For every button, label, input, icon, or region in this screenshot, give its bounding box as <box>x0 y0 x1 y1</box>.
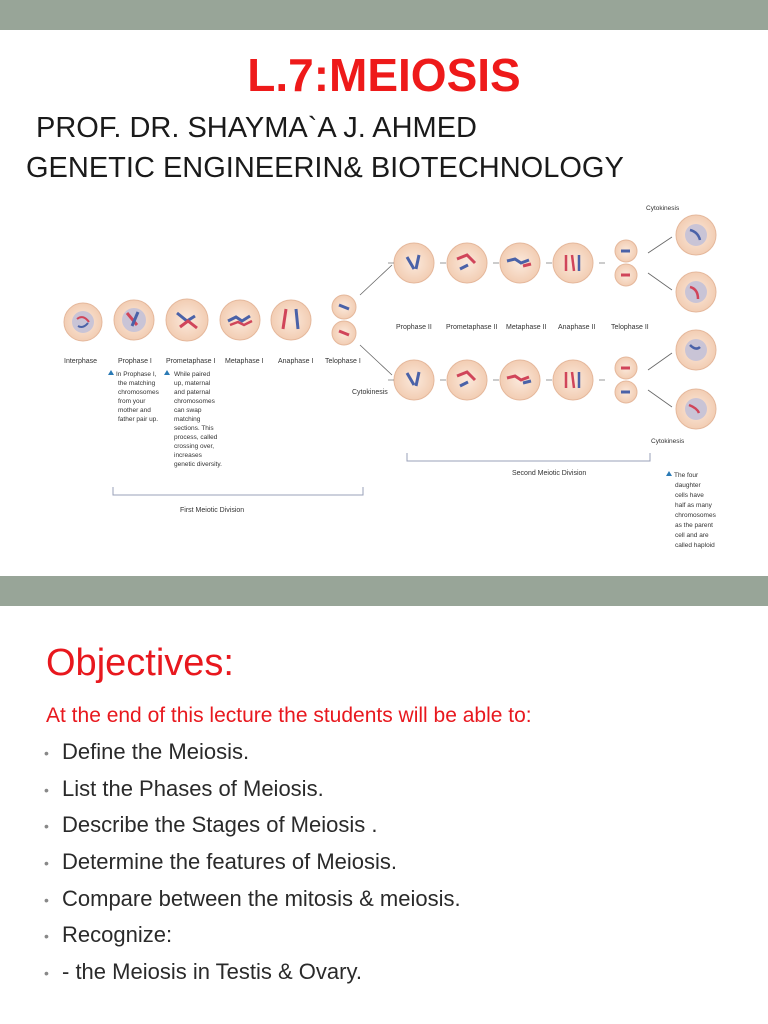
author-name: PROF. DR. SHAYMA`A J. AHMED <box>36 112 477 144</box>
list-item: • Compare between the mitosis & meiosis. <box>44 881 461 918</box>
svg-text:cell and are: cell and are <box>675 532 709 539</box>
note-marker-daughter <box>666 471 672 476</box>
label-prophase-1: Prophase I <box>118 358 152 365</box>
bullet-icon: • <box>44 744 49 761</box>
svg-text:from your: from your <box>118 398 146 405</box>
bullet-icon: • <box>44 818 49 835</box>
arrow-lower-branch <box>360 345 392 375</box>
note-daughter <box>674 472 717 549</box>
bullet-icon: • <box>44 854 49 871</box>
arrow-upper-branch <box>360 265 392 295</box>
svg-text:chromosomes: chromosomes <box>174 398 215 405</box>
label-metaphase-1: Metaphase I <box>225 358 264 365</box>
note-marker-prophase <box>108 370 114 375</box>
label-cytokinesis-top: Cytokinesis <box>646 205 680 212</box>
list-item: • Define the Meiosis. <box>44 734 461 771</box>
label-telophase-1: Telophase I <box>325 358 361 365</box>
svg-text:and paternal: and paternal <box>174 389 211 396</box>
slide-title: L.7:MEIOSIS <box>247 49 521 101</box>
svg-text:up, maternal: up, maternal <box>174 380 211 387</box>
list-item: • List the Phases of Meiosis. <box>44 771 461 808</box>
label-prometaphase-1: Prometaphase I <box>166 358 216 365</box>
label-anaphase-2: Anaphase II <box>558 324 596 331</box>
second-division-bracket <box>407 453 650 461</box>
svg-text:cells have: cells have <box>675 492 704 499</box>
svg-text:daughter: daughter <box>675 482 701 489</box>
svg-text:process, called: process, called <box>174 434 218 441</box>
svg-text:called haploid: called haploid <box>675 542 715 549</box>
note-prophase <box>116 371 160 423</box>
svg-text:chromosomes: chromosomes <box>675 512 716 519</box>
department-name: GENETIC ENGINEERIN& BIOTECHNOLOGY <box>26 152 624 184</box>
svg-text:chromosomes: chromosomes <box>118 389 159 396</box>
svg-text:crossing over,: crossing over, <box>174 443 215 450</box>
label-second-division: Second Meiotic Division <box>512 470 587 477</box>
label-metaphase-2: Metaphase II <box>506 324 547 331</box>
label-cytokinesis-left: Cytokinesis <box>352 389 388 396</box>
cell-prometaphase-1 <box>166 299 208 341</box>
objectives-intro: At the end of this lecture the students will be able to: <box>46 704 532 727</box>
label-first-division: First Meiotic Division <box>180 507 245 514</box>
objectives-heading: Objectives: <box>46 642 234 684</box>
cell-interphase <box>64 303 102 341</box>
cell-telophase-1 <box>332 295 356 345</box>
arrows-to-daughters <box>648 237 672 407</box>
list-item: • - the Meiosis in Testis & Ovary. <box>44 954 461 991</box>
daughter-cells <box>676 215 716 429</box>
cell-prophase-1 <box>114 300 154 340</box>
svg-text:genetic diversity.: genetic diversity. <box>174 461 222 468</box>
svg-text:sections. This: sections. This <box>174 425 214 432</box>
label-cytokinesis-bottom: Cytokinesis <box>651 438 685 445</box>
top-band <box>0 0 768 30</box>
svg-text:half as many: half as many <box>675 502 712 509</box>
label-interphase: Interphase <box>64 358 98 365</box>
svg-text:mother and: mother and <box>118 407 151 414</box>
svg-text:While paired: While paired <box>174 371 211 378</box>
mid-band <box>0 576 768 606</box>
svg-text:increases: increases <box>174 452 202 459</box>
list-item: • Recognize: <box>44 917 461 954</box>
first-division-bracket <box>113 487 363 495</box>
label-prophase-2: Prophase II <box>396 324 432 331</box>
list-item: • Determine the features of Meiosis. <box>44 844 461 881</box>
first-row-cells <box>64 295 356 345</box>
bullet-icon: • <box>44 928 49 945</box>
svg-text:can swap: can swap <box>174 407 202 414</box>
note-marker-prometaphase <box>164 370 170 375</box>
cell-metaphase-1 <box>220 300 260 340</box>
label-anaphase-1: Anaphase I <box>278 358 314 365</box>
svg-text:the matching: the matching <box>118 380 156 387</box>
bullet-icon: • <box>44 964 49 981</box>
label-telophase-2: Telophase II <box>611 324 649 331</box>
svg-text:matching: matching <box>174 416 201 423</box>
list-item: • Describe the Stages of Meiosis . <box>44 807 461 844</box>
cell-anaphase-1 <box>271 300 311 340</box>
objectives-list <box>44 734 461 991</box>
bullet-icon: • <box>44 781 49 798</box>
svg-text:father pair up.: father pair up. <box>118 416 159 423</box>
label-prometaphase-2: Prometaphase II <box>446 324 498 331</box>
meiosis-diagram <box>0 195 768 570</box>
bullet-icon: • <box>44 891 49 908</box>
svg-text:as the parent: as the parent <box>675 522 713 529</box>
note-prometaphase <box>174 371 222 468</box>
svg-text:In Prophase I,: In Prophase I, <box>116 371 157 378</box>
svg-text:The four: The four <box>674 472 699 479</box>
